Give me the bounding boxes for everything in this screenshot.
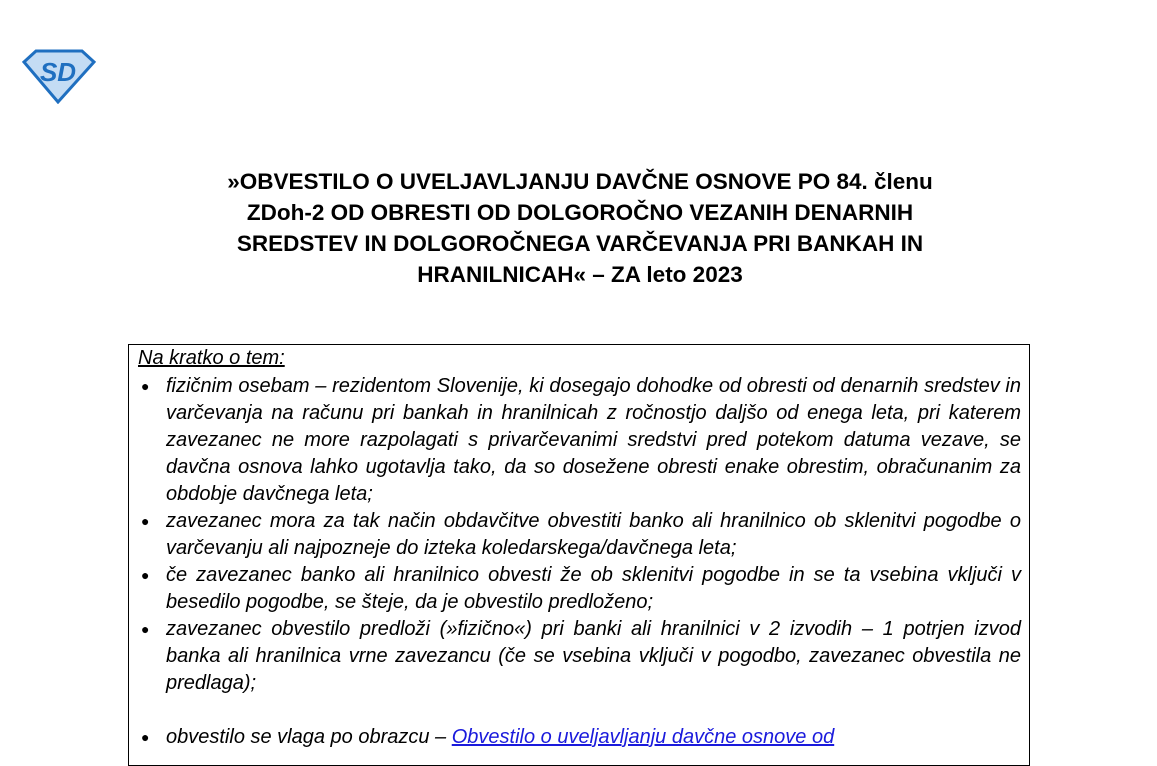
list-item-text: zavezanec obvestilo predloži (»fizično«) pri banki ali hranilnici v 2 izvodih – 1 potrjen izvod banka ali hranilnica vrne zavezancu (če se vsebina vključi v pogodbo, zavezanec obvestila ne predlaga);	[166, 618, 1021, 694]
list-item	[129, 373, 1021, 508]
list-item	[129, 508, 1021, 562]
bullet-icon: ●	[141, 513, 150, 529]
list-item-text: če zavezanec banko ali hranilnico obvesti že ob sklenitvi pogodbe in se ta vsebina vključi v besedilo pogodbe, se šteje, da je obvestilo predloženo;	[166, 564, 1021, 613]
bullet-icon: ●	[141, 378, 150, 394]
document-title	[120, 166, 1040, 290]
list-item-text: zavezanec mora za tak način obdavčitve obvestiti banko ali hranilnico ob sklenitvi pogodbe o varčevanju ali najpozneje do izteka koledarskega/davčnega leta;	[166, 510, 1021, 559]
list-item	[129, 724, 1021, 751]
summary-list	[129, 373, 1021, 751]
logo-icon	[22, 48, 96, 104]
list-item	[129, 616, 1021, 697]
list-item-text: fizičnim osebam – rezidentom Slovenije, ki dosegajo dohodke od obresti od denarnih sredstev in varčevanja na računu pri bankah in hranilnicah z ročnostjo daljšo od enega leta, pri katerem zavezanec ne more razpolagati s privarčevanimi sredstvi pred potekom datuma vezave, se davčna osnova lahko ugotavlja tako, da so dosežene obresti enake obrestim, obračunanim za obdobje davčnega leta;	[166, 375, 1021, 505]
title-line: »OBVESTILO O UVELJAVLJANJU DAVČNE OSNOVE PO 84. členu	[227, 169, 933, 194]
list-item	[129, 562, 1021, 616]
bullet-icon: ●	[141, 567, 150, 583]
summary-box	[128, 344, 1030, 766]
bullet-icon: ●	[141, 621, 150, 637]
bullet-icon: ●	[141, 729, 150, 745]
logo-letters: SD	[39, 57, 77, 87]
title-line: HRANILNICAH« – ZA leto 2023	[417, 262, 743, 287]
form-link[interactable]: Obvestilo o uveljavljanju davčne osnove od	[451, 726, 835, 748]
title-line: ZDoh-2 OD OBRESTI OD DOLGOROČNO VEZANIH DENARNIH	[246, 200, 914, 225]
summary-heading: Na kratko o tem:	[138, 347, 285, 369]
title-line: SREDSTEV IN DOLGOROČNEGA VARČEVANJA PRI BANKAH IN	[236, 231, 924, 256]
list-item-text: obvestilo se vlaga po obrazcu –	[166, 726, 452, 748]
